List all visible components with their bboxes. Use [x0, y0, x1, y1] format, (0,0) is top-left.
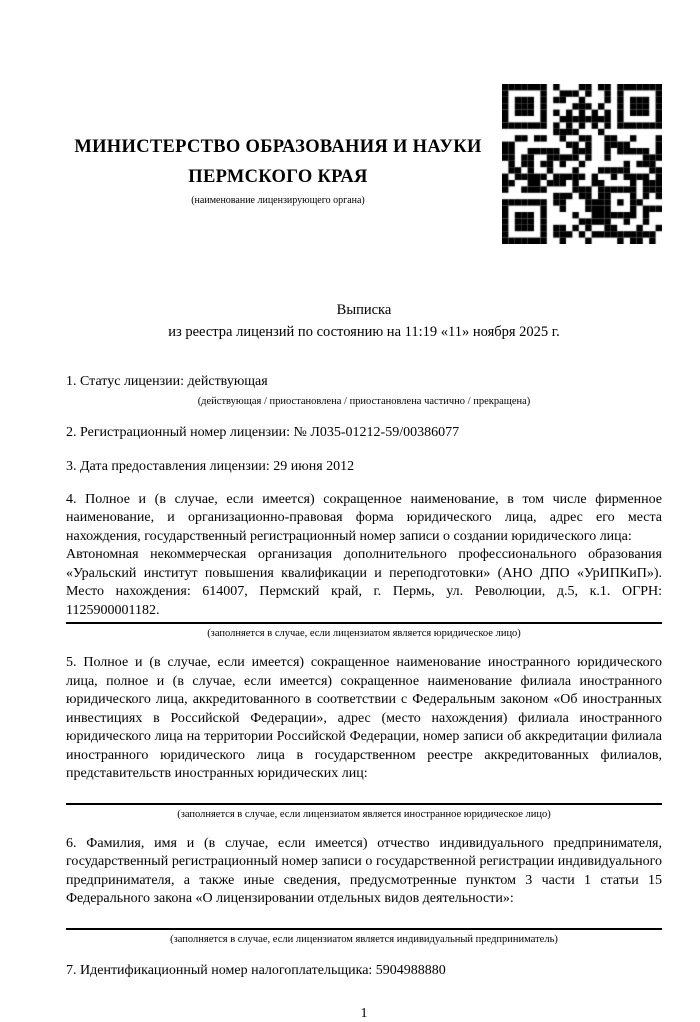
fill-in-rule [66, 928, 662, 930]
section-legal-entity [66, 491, 662, 641]
document-title-line1: Выписка [336, 302, 392, 318]
document-page [66, 0, 662, 1022]
fill-in-rule [66, 622, 662, 624]
section-taxpayer-id [66, 962, 662, 981]
section-label: 1. Статус лицензии: действующая [66, 374, 268, 389]
page-number: 1 [360, 1006, 368, 1021]
section-registration-number [66, 424, 662, 443]
section-license-status [66, 373, 662, 408]
qr-code-icon [502, 84, 662, 244]
section-label: 2. Регистрационный номер лицензии: № Л035-01212-59/00386077 [66, 424, 460, 440]
licensing-authority-block [66, 132, 490, 206]
section-note: (заполняется в случае, если лицензиатом является индивидуальный предприниматель) [170, 933, 558, 945]
section-license-date [66, 458, 662, 477]
section-note: (заполняется в случае, если лицензиатом является юридическое лицо) [207, 628, 521, 639]
section-label: 5. Полное и (в случае, если имеется) сокращенное наименование иностранного юридического лица, полное и (в случае, если имеется) сокращенное наименование филиала иностранного юридического лица, аккредитованного в соответствии с Федеральным законом «Об иностранных инвестициях в Российской Федерации», адрес (место нахождения) филиала иностранного юридического лица на территории Российской Федерации, номер записи об аккредитации филиала иностранного юридического лица в государственном реестре аккредитованных филиалов, представительств иностранных юридических лиц: [66, 655, 662, 781]
section-label: 7. Идентификационный номер налогоплательщика: 5904988880 [66, 962, 446, 978]
section-label: 6. Фамилия, имя и (в случае, если имеется) отчество индивидуального предпринимателя, государственный регистрационный номер записи о государственной регистрации индивидуального предпринимателя, а также иные сведения, предусмотренные пунктом 3 части 1 статьи 15 Федерального закона «О лицензировании отдельных видов деятельности»: [66, 835, 662, 906]
empty-value-line [66, 909, 662, 926]
section-foreign-entity [66, 654, 662, 821]
ministry-caption: (наименование лицензирующего органа) [191, 195, 365, 206]
empty-value-line [66, 784, 662, 801]
section-value: Автономная некоммерческая организация дополнительного профессионального образования «Уральский институт повышения квалификации и переподготовки» (АНО ДПО «УрИПКиП»). Место нахождения: 614007, Пермский край, г. Пермь, ул. Революции, д.5, к.1. ОГРН: 1125900001182. [66, 547, 662, 618]
section-individual-entrepreneur [66, 835, 662, 946]
fill-in-rule [66, 803, 662, 805]
section-label: 3. Дата предоставления лицензии: 29 июня 2012 [66, 459, 355, 474]
section-label: 4. Полное и (в случае, если имеется) сокращенное наименование, в том числе фирменное наименование, и организационно-правовая форма юридического лица, адрес его места нахождения, государственный регистрационный номер записи о создании юридического лица: [66, 491, 662, 544]
document-header [66, 0, 662, 244]
section-note: (заполняется в случае, если лицензиатом является иностранное юридическое лицо) [177, 808, 551, 820]
document-title-line2: из реестра лицензий по состоянию на 11:19 «11» ноября 2025 г. [168, 323, 560, 340]
ministry-name-line2: ПЕРМСКОГО КРАЯ [188, 167, 368, 187]
ministry-name-line1: МИНИСТЕРСТВО ОБРАЗОВАНИЯ И НАУКИ [74, 137, 482, 157]
document-title [66, 300, 662, 343]
section-note: (действующая / приостановлена / приостановлена частично / прекращена) [197, 395, 531, 407]
